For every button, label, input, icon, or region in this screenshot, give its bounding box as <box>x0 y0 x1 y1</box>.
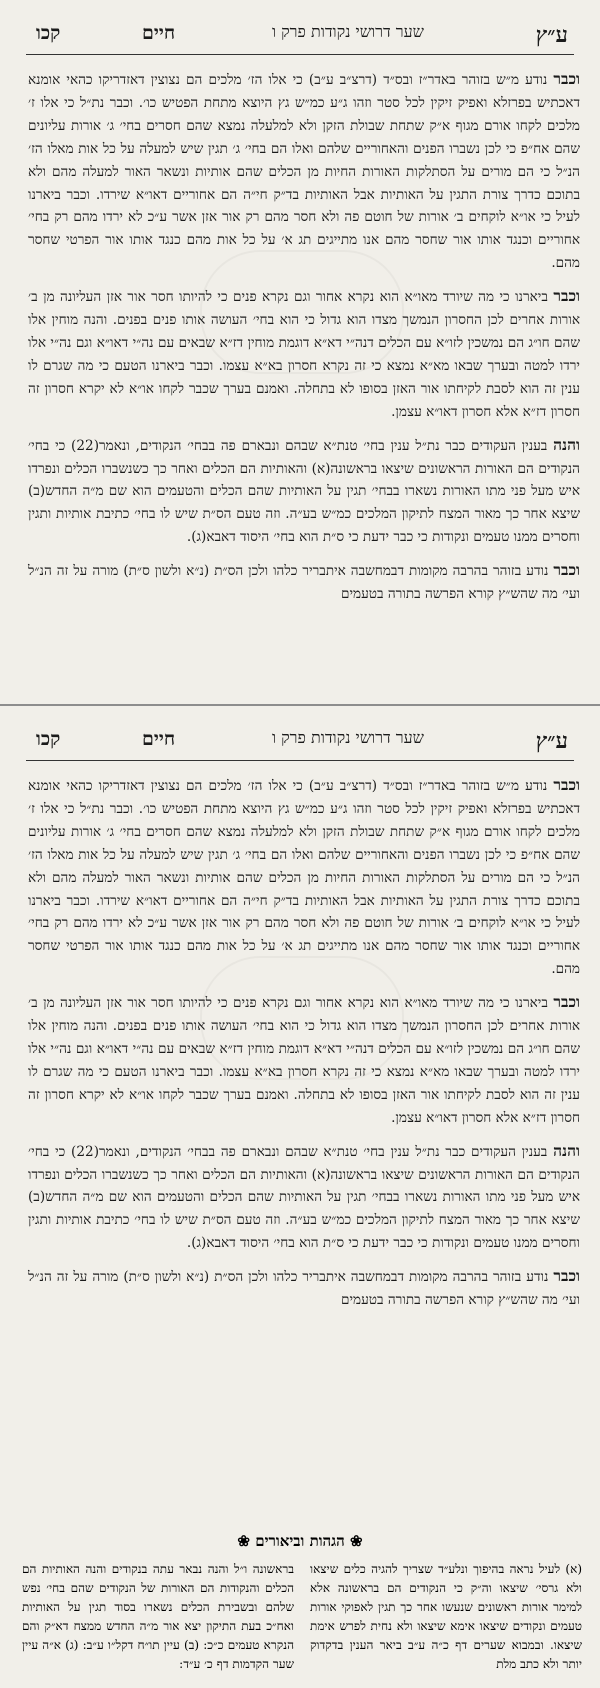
paragraph <box>28 68 580 275</box>
paragraph <box>28 991 580 1129</box>
paragraph <box>28 1140 580 1256</box>
running-title: שער דרושי נקודות פרק ו <box>271 728 424 747</box>
paragraph-text: בענין העקודים כבר נת״ל ענין בחי׳ טנת״א שבהם ונבארם פה בבחי׳ הנקודים, ונאמר(22) כי בחי׳ הנקודים הם האורות הראשונים שיצאו בראשונה(א) והאותיות הם הכלים ואחר כך כשנשברו הכלים ונפרדו איש מעל פני מתו האורות נשארו בבחי׳ תגין על האותיות שהם הכלים והטעמים הוא שם מ״ה החדש(ב) שיצא אחר כך מאור המצח לתיקון המלכים כמ״ש בע״ה. וזה טעם הס״ת שיש לו בחי׳ כתיבת אותיות ותגין וחסרים ממנו טעמים ונקודות כי כבר ידעת כי ס״ת הוא בחי׳ היסוד דאבא(ג). <box>28 1143 580 1252</box>
header-rule <box>26 760 574 761</box>
paragraph <box>28 434 580 550</box>
paragraph-text: נודע בזוהר בהרבה מקומות דבמחשבה איתבריר כלהו ולכן הס״ת (נ״א ולשון ס״ת) מורה על זה הנ״ל ועי׳ מה שהש״ץ קורא הפרשה בתורה בטעמים <box>28 1269 580 1309</box>
paragraph-text: בענין העקודים כבר נת״ל ענין בחי׳ טנת״א שבהם ונבארם פה בבחי׳ הנקודים, ונאמר(22) כי בחי׳ הנקודים הם האורות הראשונים שיצאו בראשונה(א) והאותיות הם הכלים ואחר כך כשנשברו הכלים ונפרדו איש מעל פני מתו האורות נשארו בבחי׳ תגין על האותיות שהם הכלים והטעמים הוא שם מ״ה החדש(ב) שיצא אחר כך מאור המצח לתיקון המלכים כמ״ש בע״ה. וזה טעם הס״ת שיש לו בחי׳ כתיבת אותיות ותגין וחסרים ממנו טעמים ונקודות כי כבר ידעת כי ס״ת הוא בחי׳ היסוד דאבא(ג). <box>28 437 580 546</box>
paragraph <box>28 559 580 606</box>
main-text <box>28 774 580 1322</box>
section-letters: ע״ץ <box>535 22 568 48</box>
running-title: שער דרושי נקודות פרק ו <box>271 22 424 41</box>
footnotes-right-column: (א) לעיל נראה בהיפוך ונלע״ד שצריך להגיה כלים שיצאו ולא גרסי׳ שיצאו וה״ק כי הנקודים הם בראשונה אלא למימר אורות ראשונים שנעשו אחר כך תגין לאפוקי אורות טעמים ונקודים שיצאו אימא שיצאו ולא נחית לפרש אימת שיצאו. ובמבוא שערים דף כ״ה ע״ב ביאר הענין בדקדוק יותר ולא כתב מלת <box>310 1562 582 1671</box>
paragraph-lead-word: וכבר <box>553 775 580 794</box>
page-number: קכו <box>36 728 61 750</box>
paragraph-lead-word: וכבר <box>553 286 580 306</box>
section-letters: ע״ץ <box>535 728 568 754</box>
footnotes-left-column: בראשונה ו״ל והנה נבאר עתה בנקודים והנה האותיות הם הכלים והנקודות הם האורות של הנקודים שהם בחי׳ נפש שלהם ובשבירת הכלים נשארו בסוד תגין על האותיות ואח״כ בעת התיקון יצא אור מ״ה החדש ממצח דא״ק והם הנקרא טעמים כ״כ: (ב) עיין תו״ח דקל״ו ע״ב: (ג) א״ה עיין שער הקדמות דף כ׳ ע״ד: <box>22 1562 294 1671</box>
paragraph-lead-word: והנה <box>553 434 580 454</box>
paragraph-text: ביארנו כי מה שיורד מאו״א הוא נקרא אחור וגם נקרא פנים כי להיותו חסר אור אזן העליונה מן ב׳ אורות אחרים לכן החסרון הנמשך מצדו הוא גדול כי הוא בחי׳ העושה אותו פנים בפנים. והנה מוחין אלו שהם חו״ג הם נמשכין לזו״א עם הכלים דנה״י דא״א דוגמת מוחין דז״א שבאים עם נה״י דאו״א וגם נה״י אלו ירדו למטה ובערך שבאו מא״א נמצא כי זה נקרא חסרון בא״א עצמו. וכבר ביארנו הטעם כי מה שגרם לו ענין זה הוא לסבת לקיחתו אור האזן בסופו לא בתחלה. ואמנם בערך שכבר לקחו או״א לא יקרא חסרון זה חסרון דז״א אלא חסרון דאו״א עצמן. <box>28 995 580 1126</box>
paragraph-text: נודע בזוהר בהרבה מקומות דבמחשבה איתבריר כלהו ולכן הס״ת (נ״א ולשון ס״ת) מורה על זה הנ״ל ועי׳ מה שהש״ץ קורא הפרשה בתורה בטעמים <box>28 563 580 603</box>
paragraph-lead-word: וכבר <box>553 69 580 88</box>
paragraph-text: ביארנו כי מה שיורד מאו״א הוא נקרא אחור וגם נקרא פנים כי להיותו חסר אור אזן העליונה מן ב׳ אורות אחרים לכן החסרון הנמשך מצדו הוא גדול כי הוא בחי׳ העושה אותו פנים בפנים. והנה מוחין אלו שהם חו״ג הם נמשכין לזו״א עם הכלים דנה״י דא״א דוגמת מוחין דז״א שבאים עם נה״י דאו״א וגם נה״י אלו ירדו למטה ובערך שבאו מא״א נמצא כי זה נקרא חסרון בא״א עצמו. וכבר ביארנו הטעם כי מה שגרם לו ענין זה הוא לסבת לקיחתו אור האזן בסופו לא בתחלה. ואמנם בערך שכבר לקחו או״א לא יקרא חסרון זה חסרון דז״א אלא חסרון דאו״א עצמן. <box>28 289 580 420</box>
paragraph-lead-word: וכבר <box>553 1266 581 1286</box>
paragraph-lead-word: וכבר <box>553 992 580 1012</box>
book-name: חיים <box>142 728 176 750</box>
page-number: קכו <box>36 22 61 44</box>
page-scan-top <box>0 0 600 704</box>
paragraph-lead-word: וכבר <box>553 560 581 580</box>
paragraph <box>28 774 580 981</box>
header-rule <box>26 54 574 55</box>
paragraph-lead-word: והנה <box>553 1140 580 1160</box>
footnotes <box>22 1560 582 1680</box>
paragraph-text: נודע מ״ש בזוהר באדר״ז ובס״ד (דרצ״ב ע״ב) כי אלו הז׳ מלכים הם נצוצין דאזדריקו כהאי אומנא דאכתיש בפרזלא ואפיק זיקין לכל סטר וזהו ג״ע כמ״ש גץ היוצא מתחת הפטיש כו׳. וכבר נת״ל כי אלו ז׳ מלכים לקחו אורם מגוף א״ק שתחת שבולת הזקן ולא למלעלה נמצא שהם חסרים בחי׳ ג׳ אורות עליונים שהם אח״פ כי לכן נשברו הפנים והאחוריים שלהם ואלו הם בחי׳ ג׳ תגין שיש למעלה על כל אות מאלו הז׳ הנ״ל כי הם מורים על הסתלקות האורות החיות מן הכלים שהם אותיות ונשאר האור למעלה מהם ולא בתוכם כדרך צורת התגין על האותיות אבל האותיות בד״ק חי״ה הם אחוריים דאו״א שירדו. וכבר ביארנו לעיל כי או״א לוקחים ב׳ אורות של חוטם פה ולא חסר מהם רק אור אזן אשר ע״כ לא ירדו מהם רק בחי׳ אחוריים וכנגד אותו אור שחסר מהם אנו מתייגים תג א׳ על כל אות מהם כנגד אותו אור הפרטי שחסר מהם. <box>28 778 580 978</box>
main-text <box>28 68 580 616</box>
book-name: חיים <box>142 22 176 44</box>
running-header <box>26 724 574 754</box>
paragraph <box>28 285 580 423</box>
running-header <box>26 18 574 48</box>
notes-heading: ❀ הגהות וביאורים ❀ <box>237 1532 363 1550</box>
paragraph-text: נודע מ״ש בזוהר באדר״ז ובס״ד (דרצ״ב ע״ב) כי אלו הז׳ מלכים הם נצוצין דאזדריקו כהאי אומנא דאכתיש בפרזלא ואפיק זיקין לכל סטר וזהו ג״ע כמ״ש גץ היוצא מתחת הפטיש כו׳. וכבר נת״ל כי אלו ז׳ מלכים לקחו אורם מגוף א״ק שתחת שבולת הזקן ולא למלעלה נמצא שהם חסרים בחי׳ ג׳ אורות עליונים שהם אח״פ כי לכן נשברו הפנים והאחוריים שלהם ואלו הם בחי׳ ג׳ תגין שיש למעלה על כל אות מאלו הז׳ הנ״ל כי הם מורים על הסתלקות האורות החיות מן הכלים שהם אותיות ונשאר האור למעלה מהם ולא בתוכם כדרך צורת התגין על האותיות אבל האותיות בד״ק חי״ה הם אחוריים דאו״א שירדו. וכבר ביארנו לעיל כי או״א לוקחים ב׳ אורות של חוטם פה ולא חסר מהם רק אור אזן אשר ע״כ לא ירדו מהם רק בחי׳ אחוריים וכנגד אותו אור שחסר מהם אנו מתייגים תג א׳ על כל אות מהם כנגד אותו אור הפרטי שחסר מהם. <box>28 72 580 272</box>
paragraph <box>28 1265 580 1312</box>
